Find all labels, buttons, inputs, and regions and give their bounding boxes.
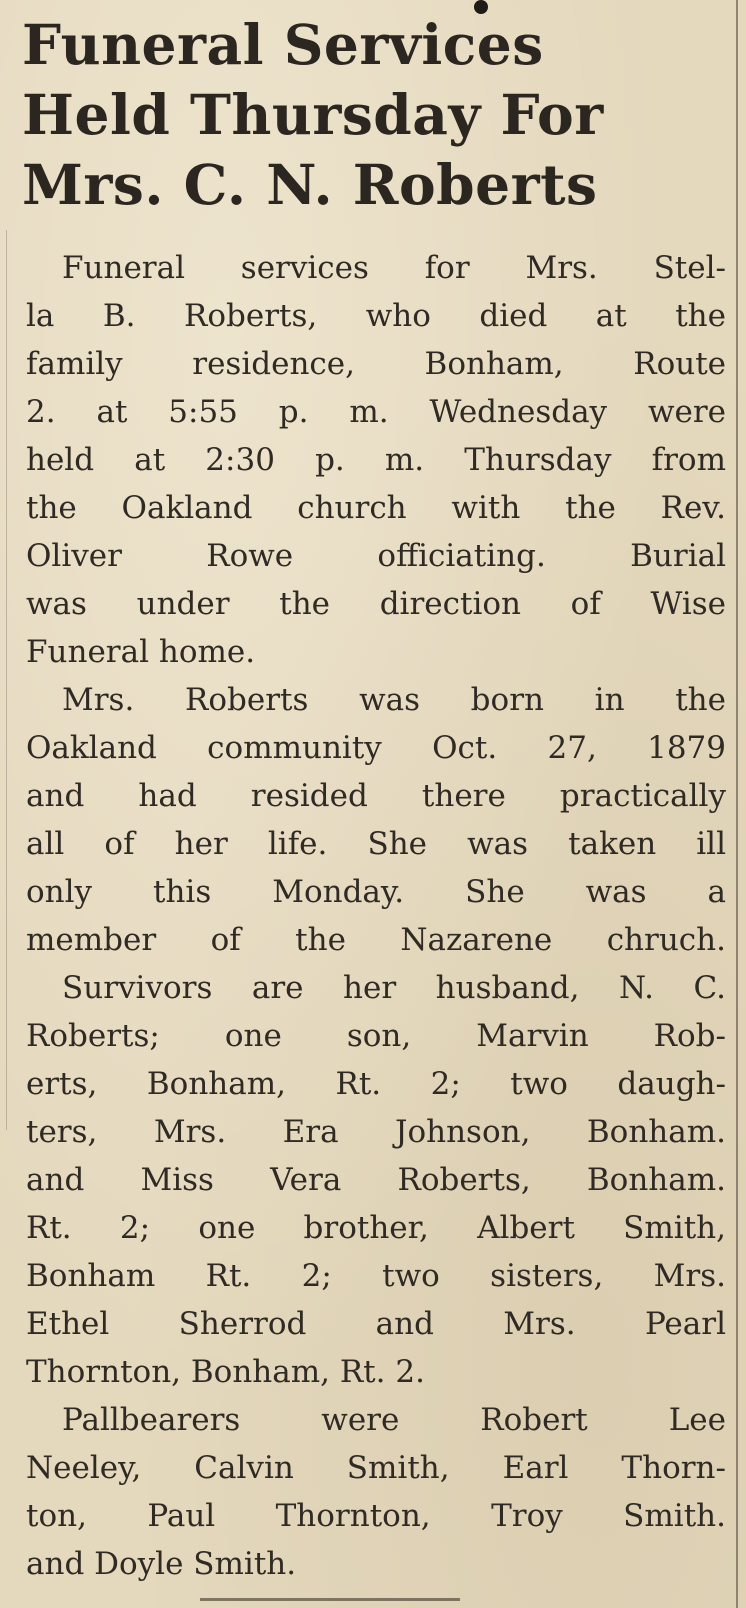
paragraph-funeral-details [26, 244, 726, 676]
text-line: held at 2:30 p. m. Thursday from [26, 442, 726, 478]
column-rule-left [6, 230, 7, 1130]
paragraph-biography [26, 676, 726, 964]
text-line: ton, Paul Thornton, Troy Smith. [26, 1498, 726, 1534]
text-line: member of the Nazarene chruch. [26, 922, 726, 958]
text-line: and had resided there practically [26, 778, 726, 814]
headline-line-1: Funeral Services [22, 12, 544, 77]
text-line: Oakland community Oct. 27, 1879 [26, 730, 726, 766]
text-line: all of her life. She was taken ill [26, 826, 726, 862]
column-rule-right [736, 0, 738, 1608]
text-line: ters, Mrs. Era Johnson, Bonham. [26, 1114, 726, 1150]
text-line: Funeral home. [26, 634, 256, 670]
headline-line-3: Mrs. C. N. Roberts [22, 152, 598, 217]
text-line: Bonham Rt. 2; two sisters, Mrs. [26, 1258, 726, 1294]
text-line: Roberts; one son, Marvin Rob- [26, 1018, 726, 1054]
text-line: Thornton, Bonham, Rt. 2. [26, 1354, 425, 1390]
text-line: and Doyle Smith. [26, 1546, 297, 1582]
text-line: Ethel Sherrod and Mrs. Pearl [26, 1306, 726, 1342]
text-line: Neeley, Calvin Smith, Earl Thorn- [26, 1450, 726, 1486]
headline [22, 10, 722, 220]
headline-line-2: Held Thursday For [22, 82, 604, 147]
text-line: and Miss Vera Roberts, Bonham. [26, 1162, 726, 1198]
text-line: Mrs. Roberts was born in the [62, 682, 726, 718]
article-body [26, 244, 726, 1588]
text-line: family residence, Bonham, Route [26, 346, 726, 382]
text-line: Rt. 2; one brother, Albert Smith, [26, 1210, 726, 1246]
paragraph-pallbearers [26, 1396, 726, 1588]
text-line: 2. at 5:55 p. m. Wednesday were [26, 394, 726, 430]
text-line: erts, Bonham, Rt. 2; two daugh- [26, 1066, 726, 1102]
text-line: the Oakland church with the Rev. [26, 490, 726, 526]
text-line: only this Monday. She was a [26, 874, 726, 910]
text-line: Funeral services for Mrs. Stel- [62, 250, 726, 286]
text-line: was under the direction of Wise [26, 586, 726, 622]
text-line: la B. Roberts, who died at the [26, 298, 726, 334]
paragraph-survivors [26, 964, 726, 1396]
text-line: Pallbearers were Robert Lee [62, 1402, 726, 1438]
text-line: Oliver Rowe officiating. Burial [26, 538, 726, 574]
bottom-rule [200, 1598, 460, 1601]
text-line: Survivors are her husband, N. C. [62, 970, 726, 1006]
